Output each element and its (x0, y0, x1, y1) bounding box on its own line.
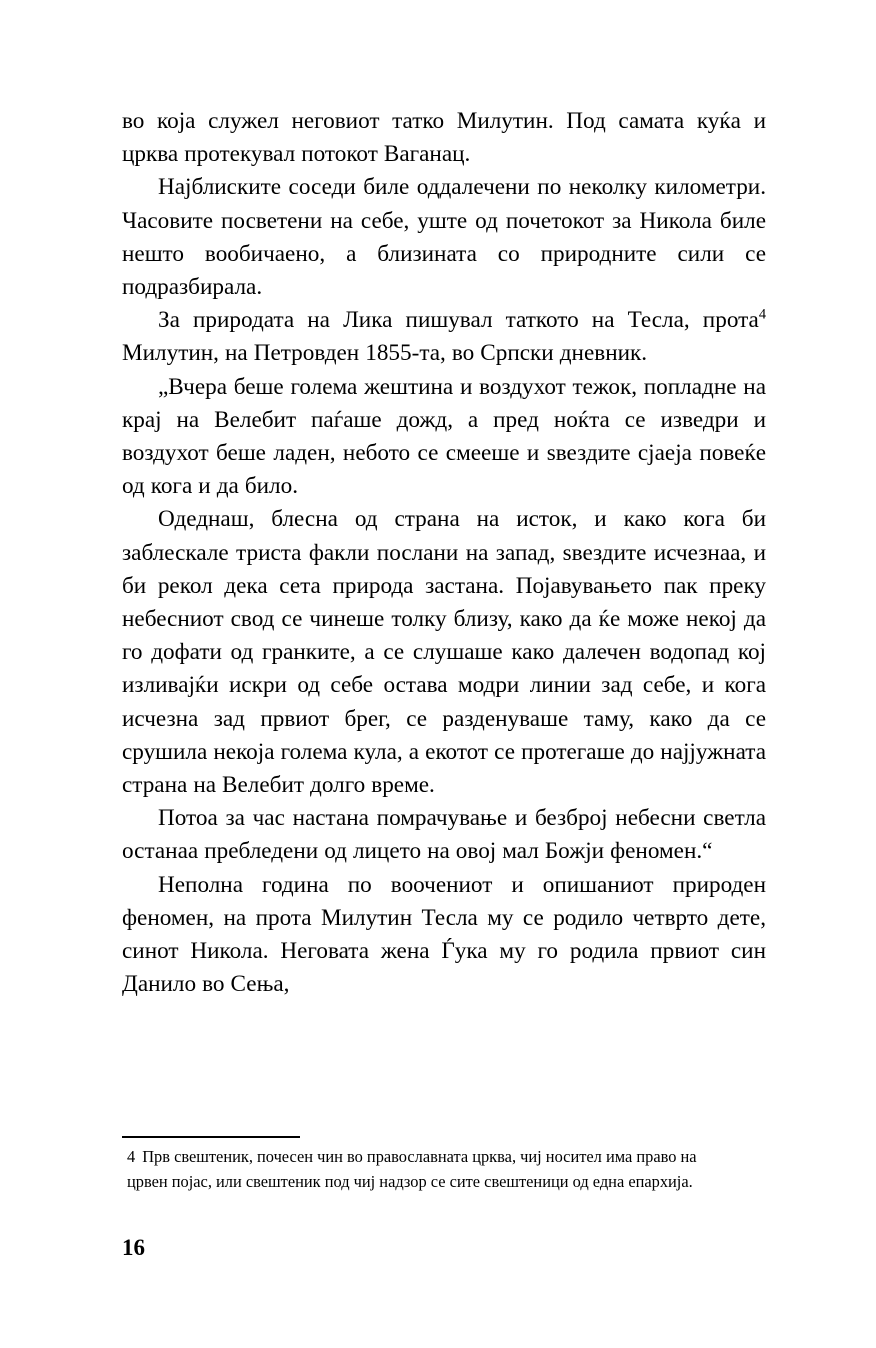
paragraph-3-text-after-footnote-ref: Милутин, на Петровден 1855-та, во Српски дневник. (122, 340, 648, 367)
paragraph-2: Најблиските соседи биле оддалечени по неколку километри. Часовите посветени на себе, уште од почетокот за Никола биле нешто вообичаено, а близината со природните сили се подразбирала. (122, 174, 766, 301)
body-text-block (122, 105, 766, 1001)
paragraph-3-text-before-footnote-ref: За природата на Лика пишувал таткото на Тесла, прота (158, 307, 759, 334)
footnote-zone (122, 1136, 722, 1194)
paragraph-1: во која служел неговиот татко Милутин. Под самата куќа и црква протекувал потокот Ваганац. (122, 108, 766, 168)
paragraph-4-quote-opening: „Вчера беше голема жештина и воздухот тежок, попладне на крај на Велебит паѓаше дожд, а пред ноќта се изведри и воздухот беше ладен, небото се смееше и ѕвездите сјаеја повеќе од кога и да било. (122, 373, 766, 500)
page-number: 16 (122, 1235, 145, 1260)
paragraph-3 (122, 304, 766, 370)
footnote-number: 4 (127, 1147, 136, 1166)
footnote-separator-rule (122, 1136, 300, 1138)
paragraph-6-quote-closing: Потоа за час настана помрачување и безброј небесни светла останаа пребледени од лицето на овој мал Божји феномен.“ (122, 805, 766, 865)
paragraph-5-quote-body: Одеднаш, блесна од страна на исток, и како кога би заблескале триста факли послани на запад, ѕвездите исчезнаа, и би рекол дека сета природа застана. Појавувањето пак преку небесниот свод се чинеше толку близу, како да ќе може некој да го дофати од гранките, а се слушаше како далечен водопад кој изливајќи искри од себе остава модри линии зад себе, и кога исчезна зад првиот брег, се разденуваше таму, како да се срушила некоја голема кула, а екотот се протегаше до најјужната страна на Велебит долго време. (122, 506, 766, 799)
footnote-reference-marker[interactable]: 4 (758, 306, 766, 323)
paragraph-7: Неполна година по воочениот и опишаниот природен феномен, на прота Милутин Тесла му се родило четврто дете, синот Никола. Неговата жена Ѓука му го родила првиот син Данило во Сења, (122, 871, 766, 998)
footnote-text: Прв свештеник, почесен чин во православната црква, чиј носител има право на црвен појас, или свештеник под чиј надзор се сите свештеници од една епархија. (127, 1147, 697, 1191)
footnote-entry (122, 1145, 707, 1194)
